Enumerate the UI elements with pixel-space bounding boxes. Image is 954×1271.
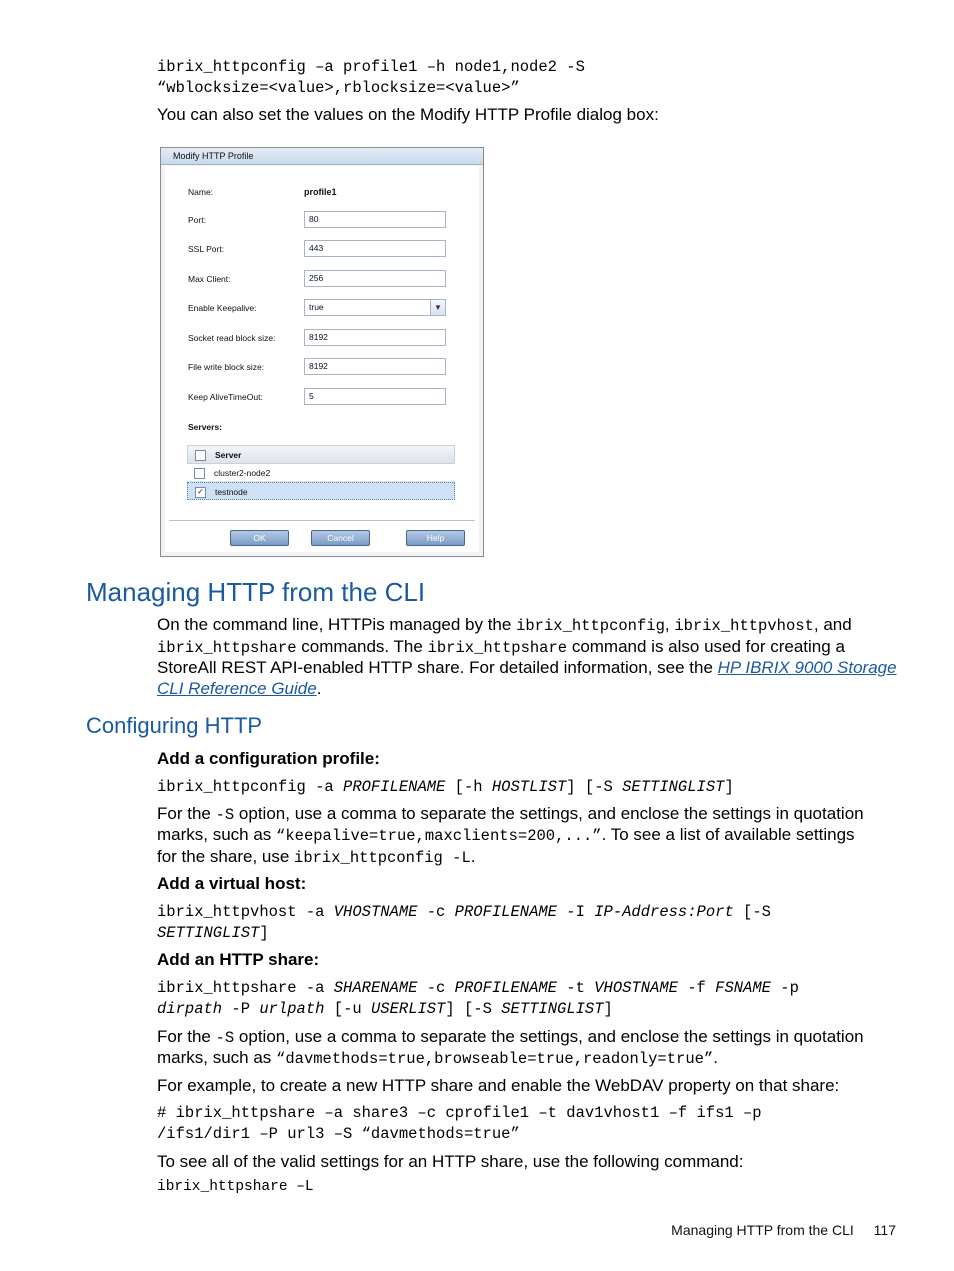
code: -f [677, 979, 716, 997]
max-client-label: Max Client: [188, 274, 231, 284]
ok-button[interactable]: OK [230, 530, 289, 546]
code: -t [557, 979, 595, 997]
code: ibrix_httpconfig -L [294, 849, 471, 867]
code-arg: HOSTLIST [491, 778, 567, 796]
server-checkbox[interactable]: ✓ [195, 487, 206, 498]
section-heading: Managing HTTP from the CLI [86, 577, 426, 607]
help-button[interactable]: Help [406, 530, 465, 546]
select-all-checkbox[interactable] [195, 450, 206, 461]
enable-keepalive-value: true [309, 302, 324, 312]
code-arg: dirpath [157, 1000, 223, 1018]
text: commands. The [296, 637, 428, 656]
intro-code-line-1: ibrix_httpconfig –a profile1 –h node1,node2 -S [157, 58, 585, 76]
cancel-button[interactable]: Cancel [311, 530, 370, 546]
file-write-block-size-input[interactable]: 8192 [304, 358, 446, 375]
max-client-input[interactable]: 256 [304, 270, 446, 287]
enable-keepalive-select[interactable] [304, 299, 446, 316]
code: [-S [733, 903, 771, 921]
code: ] [-S [445, 1000, 502, 1018]
code: ibrix_httpshare [157, 639, 297, 657]
server-checkbox[interactable] [194, 468, 205, 479]
text: . [470, 847, 476, 866]
code: ibrix_httpvhost [674, 617, 814, 635]
code: -S [215, 806, 235, 824]
socket-read-block-size-label: Socket read block size: [188, 333, 276, 343]
servers-table-header [187, 445, 455, 464]
paragraph-line [157, 614, 852, 637]
page-footer [671, 1222, 896, 1238]
code: ] [-S [566, 778, 623, 796]
see-all-text: To see all of the valid settings for an HTTP share, use the following command: [157, 1152, 744, 1171]
code-arg: SHARENAME [333, 979, 418, 997]
example-command-line-1: # ibrix_httpshare –a share3 –c cprofile1 –t dav1vhost1 –f ifs1 –p [157, 1104, 762, 1122]
paragraph-line [157, 846, 476, 869]
text: On the command line, HTTPis managed by the [157, 615, 517, 634]
code-arg: SETTINGLIST [157, 924, 260, 942]
text: . [316, 679, 322, 698]
paragraph-line [157, 657, 897, 678]
code: ibrix_httpshare [427, 639, 568, 657]
code: ibrix_httpvhost -a [157, 903, 334, 921]
file-write-block-size-label: File write block size: [188, 362, 265, 372]
code-arg: PROFILENAME [343, 778, 446, 796]
name-label: Name: [188, 187, 214, 197]
code: [-h [445, 778, 492, 796]
code: ] [603, 1000, 613, 1018]
code-arg: PROFILENAME [454, 903, 557, 921]
text: option, use a comma to separate the settings, and enclose the settings in quotation [234, 804, 864, 823]
reference-guide-link[interactable]: HP IBRIX 9000 Storage [717, 658, 897, 677]
table-row[interactable] [187, 464, 455, 482]
code-arg: SETTINGLIST [622, 778, 725, 796]
dialog-title: Modify HTTP Profile [161, 148, 483, 165]
port-input[interactable]: 80 [304, 211, 446, 228]
port-label: Port: [188, 215, 206, 225]
command-line [157, 923, 269, 944]
code: ibrix_httpconfig [516, 617, 665, 635]
paragraph-line [157, 803, 864, 826]
paragraph-line [157, 636, 845, 659]
intro-text: You can also set the values on the Modify HTTP Profile dialog box: [157, 105, 659, 124]
chevron-down-icon[interactable]: ▼ [430, 300, 445, 315]
code-arg: USERLIST [370, 1000, 446, 1018]
text: , and [813, 615, 852, 634]
paragraph-line [157, 678, 321, 699]
example-intro: For example, to create a new HTTP share and enable the WebDAV property on that share: [157, 1076, 840, 1095]
code-arg: VHOSTNAME [333, 903, 418, 921]
code-arg: FSNAME [715, 979, 771, 997]
code: “keepalive=true,maxclients=200,...” [276, 827, 602, 845]
text: marks, such as [157, 1048, 277, 1067]
subsection-heading: Configuring HTTP [86, 713, 263, 738]
name-value: profile1 [304, 187, 337, 197]
code-arg: IP-Address:Port [594, 903, 734, 921]
command-line [157, 902, 771, 923]
server-name: testnode [215, 487, 248, 497]
ssl-port-label: SSL Port: [188, 244, 225, 254]
server-column-header[interactable]: Server [215, 450, 242, 460]
paragraph-line [157, 1047, 718, 1070]
code-arg: PROFILENAME [454, 979, 557, 997]
table-row[interactable] [187, 482, 455, 500]
code: [-u [324, 1000, 371, 1018]
code: ibrix_httpconfig -a [157, 778, 344, 796]
text: command is also used for creating a [567, 637, 845, 656]
page-number: 117 [873, 1222, 896, 1238]
text: for the share, use [157, 847, 295, 866]
text: option, use a comma to separate the settings, and enclose the settings in quotation [234, 1027, 864, 1046]
code-arg: SETTINGLIST [501, 1000, 604, 1018]
servers-label: Servers: [188, 422, 223, 432]
text: . [713, 1048, 718, 1067]
dialog-body [165, 166, 479, 552]
enable-keepalive-label: Enable Keepalive: [188, 303, 257, 313]
command-line [157, 999, 613, 1020]
command-line [157, 978, 799, 999]
paragraph-line [157, 824, 855, 847]
code: ] [259, 924, 269, 942]
reference-guide-link[interactable]: CLI Reference Guide [157, 679, 317, 698]
modify-http-profile-dialog [160, 147, 484, 557]
footer-title: Managing HTTP from the CLI [671, 1222, 854, 1238]
keep-alive-timeout-input[interactable]: 5 [304, 388, 446, 405]
code: -P [222, 1000, 260, 1018]
example-command-line-2: /ifs1/dir1 –P url3 –S “davmethods=true” [157, 1125, 520, 1143]
text: , [664, 615, 675, 634]
command-line [157, 777, 734, 798]
final-command: ibrix_httpshare –L [157, 1179, 314, 1195]
code: -c [417, 979, 455, 997]
code: -c [417, 903, 455, 921]
ssl-port-input[interactable]: 443 [304, 240, 446, 257]
code: -I [557, 903, 595, 921]
code-arg: VHOSTNAME [594, 979, 678, 997]
server-name: cluster2-node2 [214, 468, 271, 478]
code: “davmethods=true,browseable=true,readonly=true” [276, 1050, 714, 1068]
code: -p [770, 979, 799, 997]
text: For the [157, 1027, 216, 1046]
socket-read-block-size-input[interactable]: 8192 [304, 329, 446, 346]
step-heading: Add an HTTP share: [157, 950, 320, 969]
code: -S [215, 1029, 235, 1047]
keep-alive-timeout-label: Keep AliveTimeOut: [188, 392, 263, 402]
text: marks, such as [157, 825, 277, 844]
step-heading: Add a virtual host: [157, 874, 307, 893]
paragraph-line [157, 1026, 864, 1049]
text: . To see a list of available settings [601, 825, 855, 844]
code-arg: urlpath [259, 1000, 325, 1018]
text: StoreAll REST API-enabled HTTP share. For detailed information, see the [157, 658, 718, 677]
text: For the [157, 804, 216, 823]
step-heading: Add a configuration profile: [157, 749, 380, 768]
code: ] [724, 778, 734, 796]
code: ibrix_httpshare -a [157, 979, 334, 997]
dialog-separator [169, 520, 475, 521]
intro-code-line-2: “wblocksize=<value>,rblocksize=<value>” [157, 79, 520, 97]
